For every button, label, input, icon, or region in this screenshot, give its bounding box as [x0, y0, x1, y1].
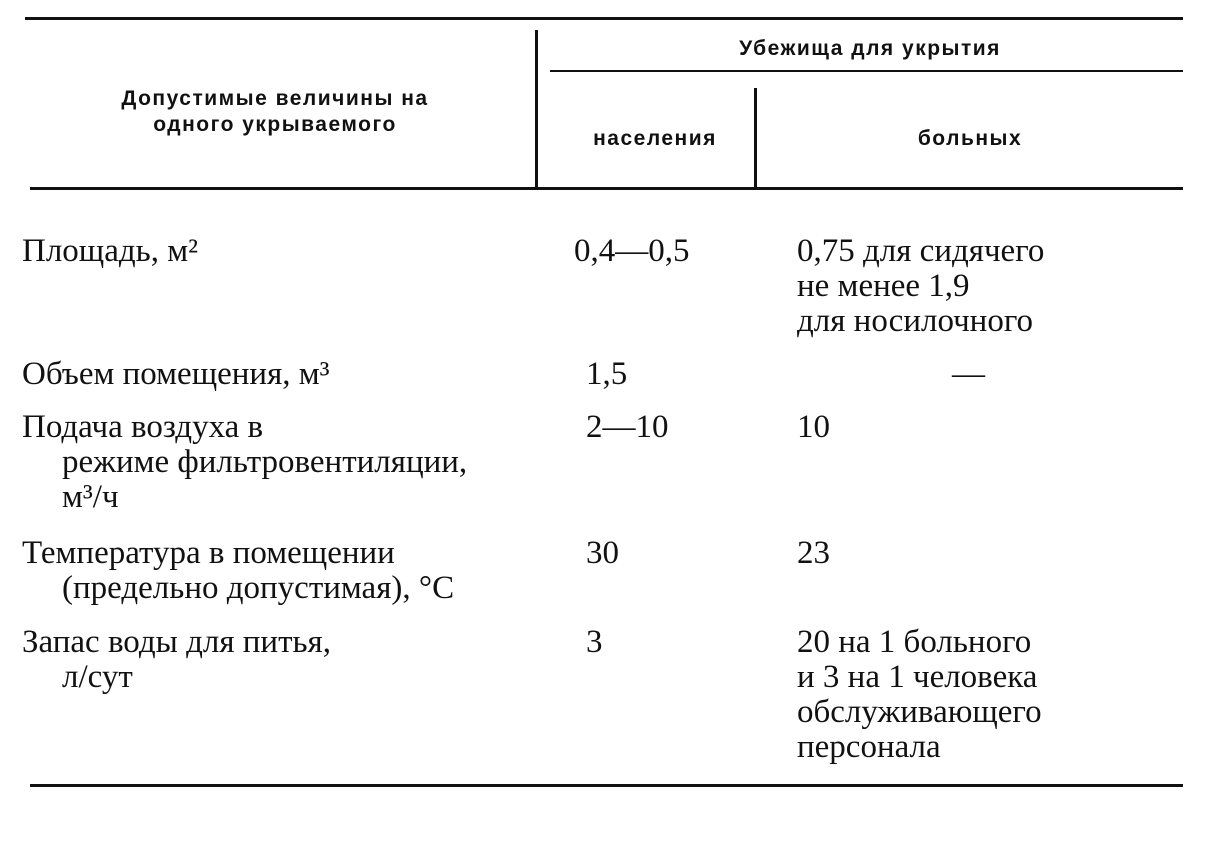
subheader-divider-vertical [754, 88, 757, 188]
row-area-patients [797, 234, 1044, 339]
param-header-line-2: одного укрываемого [153, 113, 397, 136]
value-line: не менее 1,9 [797, 268, 970, 304]
param-column-header [50, 86, 500, 138]
row-area-param [22, 234, 198, 269]
row-air-param [22, 410, 467, 515]
group-header: Убежища для укрытия [739, 37, 1001, 60]
param-line: м³/ч [62, 479, 119, 515]
param-line: Запас воды для питья, [22, 624, 331, 660]
row-water-patients [797, 625, 1042, 765]
param-line: режиме фильтровентиляции, [62, 444, 468, 480]
param-line: л/сут [62, 659, 133, 695]
value-line: 23 [797, 535, 830, 571]
value-line: 2—10 [586, 409, 669, 445]
value-line: — [952, 356, 985, 392]
value-line: персонала [797, 729, 941, 765]
row-temperature-param [22, 536, 454, 606]
row-temperature-patients [797, 536, 830, 571]
row-area-population [574, 234, 690, 269]
value-line: 0,4—0,5 [574, 233, 690, 269]
row-temperature-population [586, 536, 619, 571]
table-bottom-rule [30, 784, 1183, 787]
patients-column-header: больных [917, 127, 1023, 150]
value-line: 10 [797, 409, 830, 445]
row-volume-param [22, 357, 330, 392]
row-volume-patients [952, 357, 985, 392]
value-line: для носилочного [797, 303, 1034, 339]
param-line: Температура в помещении [22, 535, 395, 571]
param-line: Объем помещения, м³ [22, 356, 330, 392]
value-line: обслуживающего [797, 694, 1042, 730]
group-underline-rule [550, 70, 1183, 72]
value-line: 20 на 1 больного [797, 624, 1032, 660]
population-column-header: населения [593, 127, 717, 150]
param-header-line-1: Допустимые величины на [121, 87, 429, 110]
param-line: Площадь, м² [22, 233, 198, 269]
value-line: 3 [586, 624, 603, 660]
param-line: Подача воздуха в [22, 409, 264, 445]
table-top-rule [25, 17, 1183, 20]
row-volume-population [586, 357, 627, 392]
value-line: 30 [586, 535, 619, 571]
value-line: 0,75 для сидячего [797, 233, 1045, 269]
row-water-population [586, 625, 603, 660]
header-bottom-rule [30, 187, 1183, 190]
row-air-population [586, 410, 669, 445]
header-divider-vertical [535, 30, 538, 188]
row-air-patients [797, 410, 830, 445]
value-line: 1,5 [586, 356, 628, 392]
value-line: и 3 на 1 человека [797, 659, 1038, 695]
param-line: (предельно допустимая), °С [62, 570, 455, 606]
row-water-param [22, 625, 331, 695]
